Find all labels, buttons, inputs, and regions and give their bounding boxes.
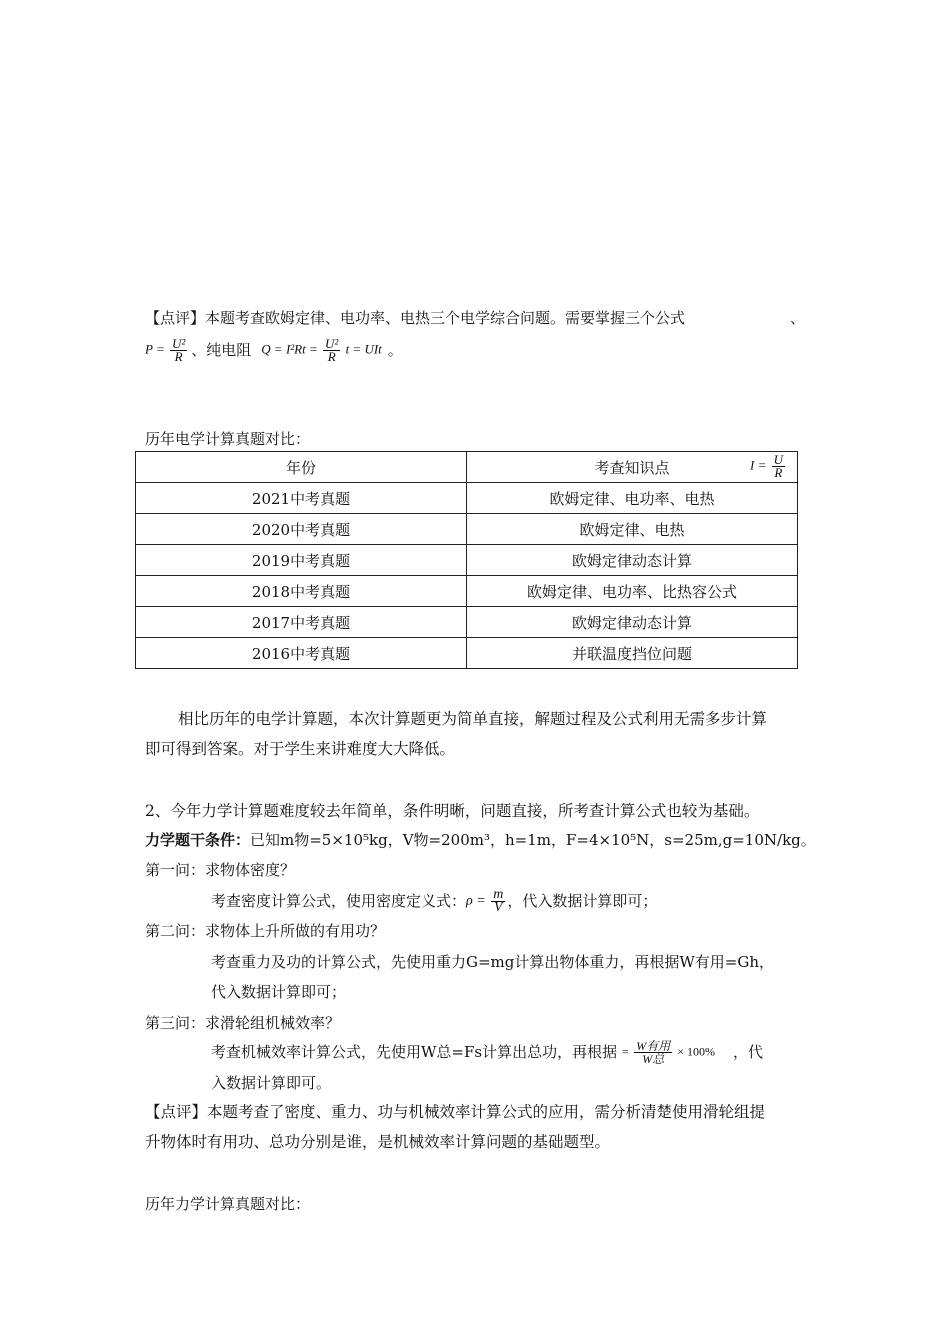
ohm-formula: I = $\frac{U}{R}$ (750, 452, 783, 480)
q2-line (145, 920, 385, 942)
q2-label: 第二问： (145, 922, 206, 940)
mechanics-review-line2: 升物体时有用功、总功分别是谁，是机械效率计算问题的基础题型。 (145, 1133, 611, 1151)
q3-label: 第三问： (145, 1014, 206, 1032)
electric-table-title: 历年电学计算真题对比： (145, 430, 311, 448)
mechanics-review-line1 (145, 1101, 765, 1123)
q1-line (145, 859, 295, 881)
electric-review-line1 (145, 307, 685, 329)
cell-topic: 欧姆定律、电功率、比热容公式 (467, 576, 798, 607)
power-formula: P = $\frac{\text{U²}}{R}$ (145, 335, 186, 364)
cell-year: 2019中考真题 (136, 545, 467, 576)
cell-year: 2018中考真题 (136, 576, 467, 607)
q1-label: 第一问： (145, 861, 206, 879)
q2-answer-line2: 代入数据计算即可； (211, 983, 347, 1001)
cell-topic: 并联温度挡位问题 (467, 638, 798, 669)
q3-text: 求滑轮组机械效率？ (205, 1014, 341, 1032)
efficiency-formula: = $\frac{\text{W有用}}{\text{W总}}$ × 100% (621, 1038, 715, 1066)
review-sep2: 、纯电阻 (191, 341, 252, 359)
review-label: 【点评】 (145, 309, 206, 327)
table-header-row (136, 452, 798, 483)
q3-answer-line1 (211, 1034, 763, 1070)
review-text: 本题考查欧姆定律、电功率、电热三个电学综合问题。需要掌握三个公式 (205, 309, 686, 327)
electric-comparison-table (135, 451, 798, 669)
q2-answer-line1: 考查重力及功的计算公式，先使用重力G=mg计算出物体重力，再根据W有用=Gh， (211, 953, 775, 971)
mechanics-conditions (145, 829, 816, 851)
mechanics-intro: 2、今年力学计算题难度较去年简单，条件明晰，问题直接，所考查计算公式也较为基础。 (145, 802, 760, 820)
cell-topic: 欧姆定律动态计算 (467, 607, 798, 638)
mechanics-review-text: 本题考查了密度、重力、功与机械效率计算公式的应用，需分析清楚使用滑轮组提 (207, 1103, 766, 1121)
conditions-label: 力学题干条件： (145, 831, 251, 849)
q3-answer-text: 考查机械效率计算公式，先使用W总=Fs计算出总功，再根据 (211, 1043, 618, 1061)
cell-year: 2017中考真题 (136, 607, 467, 638)
q3-answer-end: ，代 (732, 1043, 763, 1061)
mechanics-review-label: 【点评】 (145, 1103, 208, 1121)
summary-line2: 即可得到答案。对于学生来讲难度大大降低。 (145, 740, 456, 758)
cell-year: 2016中考真题 (136, 638, 467, 669)
density-formula: ρ = $\frac{m}{V}$ (466, 886, 504, 915)
q1-answer-end: ，代入数据计算即可； (507, 892, 658, 910)
table-row (136, 638, 798, 669)
table-row (136, 483, 798, 514)
table-row (136, 514, 798, 545)
summary-line1: 相比历年的电学计算题，本次计算题更为简单直接，解题过程及公式利用无需多步计算 (178, 710, 768, 728)
q1-answer (211, 883, 657, 919)
conditions-text: 已知m物=5×10⁵kg，V物=200m³，h=1m，F=4×10⁵N，s=25m,g=10N/kg。 (250, 831, 816, 849)
heat-formula: Q = I²Rt = $\frac{\text{U²}}{R}$ t = UIt (261, 335, 382, 364)
cell-year: 2020中考真题 (136, 514, 467, 545)
q1-text: 求物体密度？ (205, 861, 296, 879)
cell-year: 2021中考真题 (136, 483, 467, 514)
cell-topic: 欧姆定律、电热 (467, 514, 798, 545)
q3-line (145, 1012, 340, 1034)
table-row (136, 576, 798, 607)
table-row (136, 545, 798, 576)
q2-text: 求物体上升所做的有用功？ (205, 922, 386, 940)
table-row (136, 607, 798, 638)
electric-review-line2 (145, 333, 403, 367)
cell-topic: 欧姆定律动态计算 (467, 545, 798, 576)
review-end: 。 (387, 341, 403, 359)
mechanics-table-title: 历年力学计算真题对比： (145, 1195, 311, 1213)
header-knowledge: 考查知识点 I = $\frac{U}{R}$ (467, 452, 798, 483)
q3-answer-line2: 入数据计算即可。 (211, 1074, 332, 1092)
review-separator: 、 (790, 309, 806, 327)
cell-topic: 欧姆定律、电功率、电热 (467, 483, 798, 514)
header-year: 年份 (136, 452, 467, 483)
q1-answer-text: 考查密度计算公式，使用密度定义式： (211, 892, 467, 910)
